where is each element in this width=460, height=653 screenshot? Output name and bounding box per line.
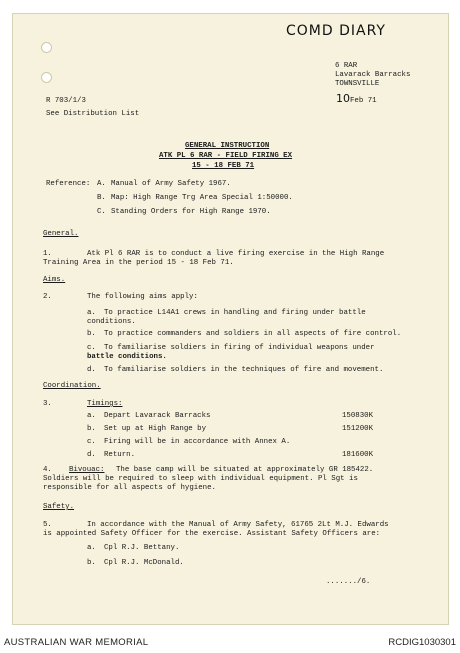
- list-letter: a.: [87, 412, 96, 420]
- list-letter: b.: [87, 330, 96, 338]
- list-letter: b.: [87, 559, 96, 567]
- paragraph-text: is appointed Safety Officer for the exercise. Assistant Safety Officers are:: [43, 530, 381, 538]
- punch-hole: [41, 72, 52, 83]
- paragraph-text: The base camp will be situated at approximately GR 185422.: [116, 466, 374, 474]
- reference-letter: A.: [97, 180, 106, 188]
- timing-item: Depart Lavarack Barracks: [104, 412, 211, 420]
- timing-value: 181600K: [342, 451, 374, 459]
- list-letter: d.: [87, 451, 96, 459]
- list-item: battle conditions.: [87, 353, 167, 361]
- section-heading-aims: Aims.: [43, 276, 66, 284]
- list-letter: a.: [87, 544, 96, 552]
- paragraph-number: 1.: [43, 250, 52, 258]
- unit-name: 6 RAR: [335, 62, 358, 70]
- list-item: Cpl R.J. Bettany.: [104, 544, 180, 552]
- timing-value: 151200K: [342, 425, 374, 433]
- timings-heading: Timings:: [87, 400, 123, 408]
- references-label: Reference:: [46, 180, 91, 188]
- date-month-year: Feb 71: [350, 97, 377, 105]
- reference-letter: C.: [97, 208, 106, 216]
- list-letter: c.: [87, 344, 96, 352]
- list-item: conditions.: [87, 318, 136, 326]
- list-item: To practice commanders and soldiers in all aspects of fire control.: [104, 330, 402, 338]
- list-letter: c.: [87, 438, 96, 446]
- timing-item: Set up at High Range by: [104, 425, 207, 433]
- reference-item: Standing Orders for High Range 1970.: [111, 208, 271, 216]
- timing-item: Firing will be in accordance with Annex A.: [104, 438, 291, 446]
- document-page: [12, 13, 449, 625]
- footer-record-id: RCDIG1030301: [388, 637, 456, 648]
- paragraph-text: Atk Pl 6 RAR is to conduct a live firing exercise in the High Range: [87, 250, 385, 258]
- file-reference: R 703/1/3: [46, 97, 86, 105]
- distribution-note: See Distribution List: [46, 110, 140, 118]
- city-name: TOWNSVILLE: [335, 80, 380, 88]
- list-item: To familiarise soldiers in firing of individual weapons under: [104, 344, 375, 352]
- list-letter: a.: [87, 309, 96, 317]
- paragraph-text: responsible for all aspects of hygiene.: [43, 484, 216, 492]
- archive-footer: [0, 632, 460, 653]
- paragraph-number: 3.: [43, 400, 52, 408]
- list-item: To practice L14A1 crews in handling and firing under battle: [104, 309, 366, 317]
- paragraph-text: In accordance with the Manual of Army Safety, 61765 2Lt M.J. Edwards: [87, 521, 389, 529]
- reference-item: Map: High Range Trg Area Special 1:50000.: [111, 194, 293, 202]
- paragraph-text: The following aims apply:: [87, 293, 198, 301]
- paragraph-number: 2.: [43, 293, 52, 301]
- paragraph-text: Soldiers will be required to sleep with individual equipment. Pl Sgt is: [43, 475, 358, 483]
- paragraph-number: 4.: [43, 466, 52, 474]
- timing-item: Return.: [104, 451, 136, 459]
- reference-letter: B.: [97, 194, 106, 202]
- barracks-name: Lavarack Barracks: [335, 71, 411, 79]
- list-item: To familiarise soldiers in the techniques of fire and movement.: [104, 366, 384, 374]
- document-title: GENERAL INSTRUCTION: [185, 142, 270, 150]
- continuation-marker: ......./6.: [326, 578, 371, 586]
- list-letter: d.: [87, 366, 96, 374]
- comd-diary-annotation: COMD DIARY: [286, 23, 386, 39]
- list-letter: b.: [87, 425, 96, 433]
- paragraph-number: 5.: [43, 521, 52, 529]
- footer-institution: AUSTRALIAN WAR MEMORIAL: [4, 637, 149, 648]
- document-subtitle: ATK PL 6 RAR - FIELD FIRING EX: [159, 152, 293, 160]
- reference-item: Manual of Army Safety 1967.: [111, 180, 231, 188]
- paragraph-text: Training Area in the period 15 - 18 Feb 71.: [43, 259, 234, 267]
- document-dates: 15 - 18 FEB 71: [192, 162, 255, 170]
- timing-value: 150830K: [342, 412, 374, 420]
- section-heading-coordination: Coordination.: [43, 382, 101, 390]
- handwritten-date-day: 10: [336, 92, 350, 105]
- punch-hole: [41, 42, 52, 53]
- section-heading-general: General.: [43, 230, 79, 238]
- bivouac-label: Bivouac:: [69, 466, 105, 474]
- section-heading-safety: Safety.: [43, 503, 75, 511]
- list-item: Cpl R.J. McDonald.: [104, 559, 184, 567]
